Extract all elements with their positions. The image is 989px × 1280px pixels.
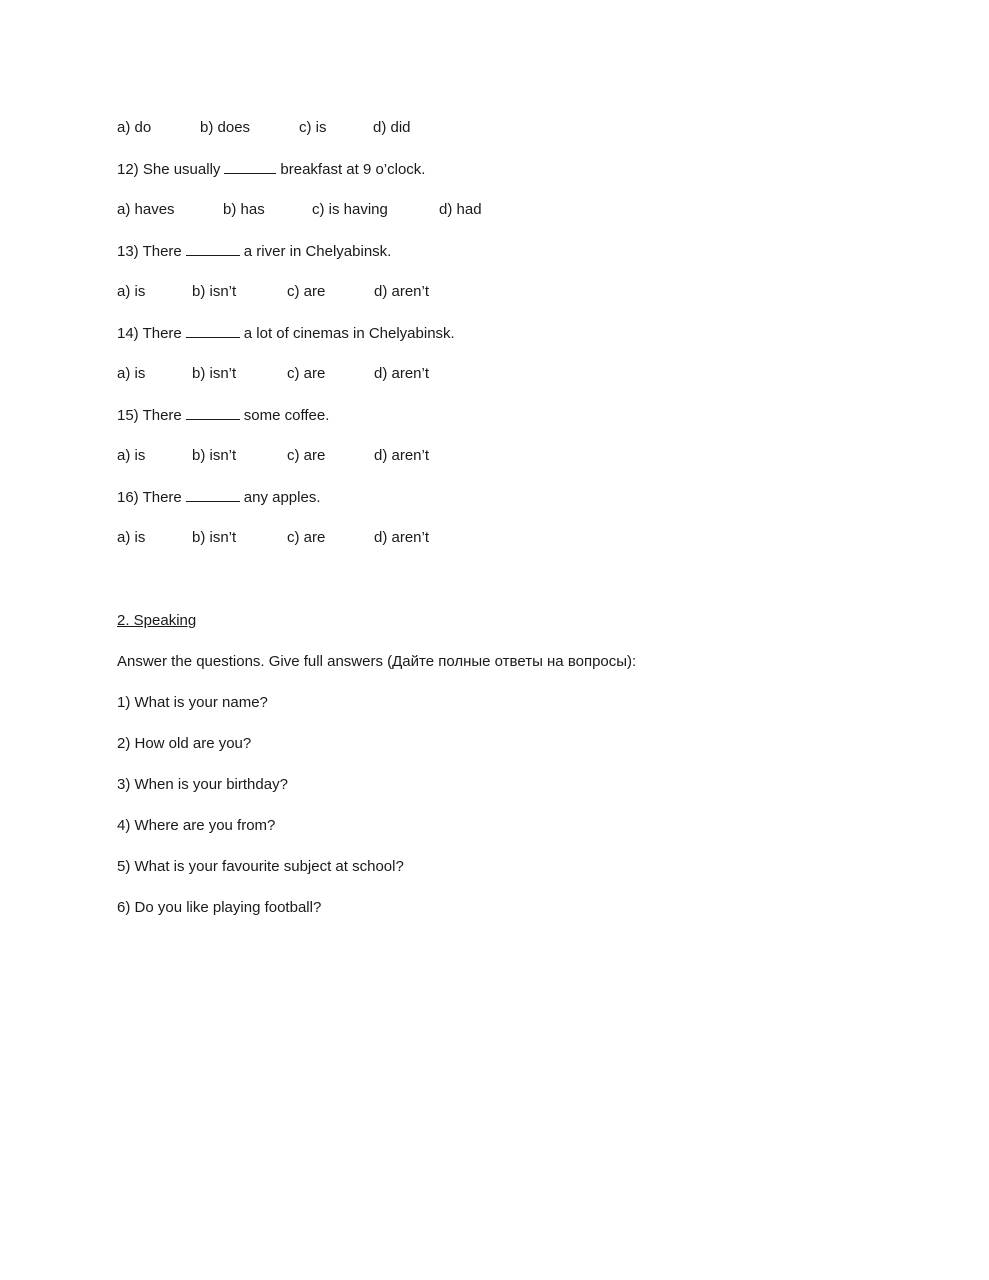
option-b: b) isn’t	[192, 447, 237, 464]
option-b: b) does	[200, 119, 251, 136]
question-14	[117, 324, 455, 343]
question-12	[117, 160, 425, 179]
option-d: d) did	[373, 119, 411, 136]
answer-blank	[186, 406, 240, 420]
option-c: c) are	[287, 365, 326, 382]
question-text: some coffee.	[243, 407, 330, 424]
speaking-question: 4) Where are you from?	[117, 817, 276, 834]
option-d: d) aren’t	[374, 447, 430, 464]
option-c: c) is	[299, 119, 327, 136]
option-d: d) had	[439, 201, 482, 218]
option-c: c) are	[287, 529, 326, 546]
option-c: c) are	[287, 283, 326, 300]
question-number: 14) There	[117, 325, 182, 342]
answer-blank	[224, 160, 276, 174]
speaking-question: 5) What is your favourite subject at school?	[117, 858, 404, 875]
option-a: a) is	[117, 365, 146, 382]
option-d: d) aren’t	[374, 529, 430, 546]
option-d: d) aren’t	[374, 283, 430, 300]
option-c: c) are	[287, 447, 326, 464]
question-number: 12) She usually	[117, 161, 221, 178]
option-b: b) isn’t	[192, 365, 237, 382]
question-number: 15) There	[117, 407, 182, 424]
answer-blank	[186, 324, 240, 338]
option-b: b) isn’t	[192, 283, 237, 300]
question-text: any apples.	[243, 489, 321, 506]
option-a: a) is	[117, 529, 146, 546]
question-text: a lot of cinemas in Chelyabinsk.	[243, 325, 455, 342]
option-d: d) aren’t	[374, 365, 430, 382]
answer-blank	[186, 488, 240, 502]
option-a: a) is	[117, 447, 146, 464]
option-a: a) do	[117, 119, 152, 136]
question-number: 16) There	[117, 489, 182, 506]
option-a: a) is	[117, 283, 146, 300]
question-number: 13) There	[117, 243, 182, 260]
speaking-question: 1) What is your name?	[117, 694, 268, 711]
option-a: a) haves	[117, 201, 175, 218]
question-text: breakfast at 9 o’clock.	[280, 161, 426, 178]
question-16	[117, 488, 321, 507]
question-text: a river in Chelyabinsk.	[243, 243, 392, 260]
speaking-question: 3) When is your birthday?	[117, 776, 288, 793]
question-15	[117, 406, 329, 425]
answer-blank	[186, 242, 240, 256]
question-13	[117, 242, 391, 261]
option-b: b) has	[223, 201, 265, 218]
speaking-question: 2) How old are you?	[117, 735, 252, 752]
option-c: c) is having	[312, 201, 388, 218]
option-b: b) isn’t	[192, 529, 237, 546]
speaking-instruction: Answer the questions. Give full answers (Дайте полные ответы на вопросы):	[117, 653, 637, 670]
section-heading-speaking: 2. Speaking	[117, 612, 197, 629]
speaking-question: 6) Do you like playing football?	[117, 899, 322, 916]
